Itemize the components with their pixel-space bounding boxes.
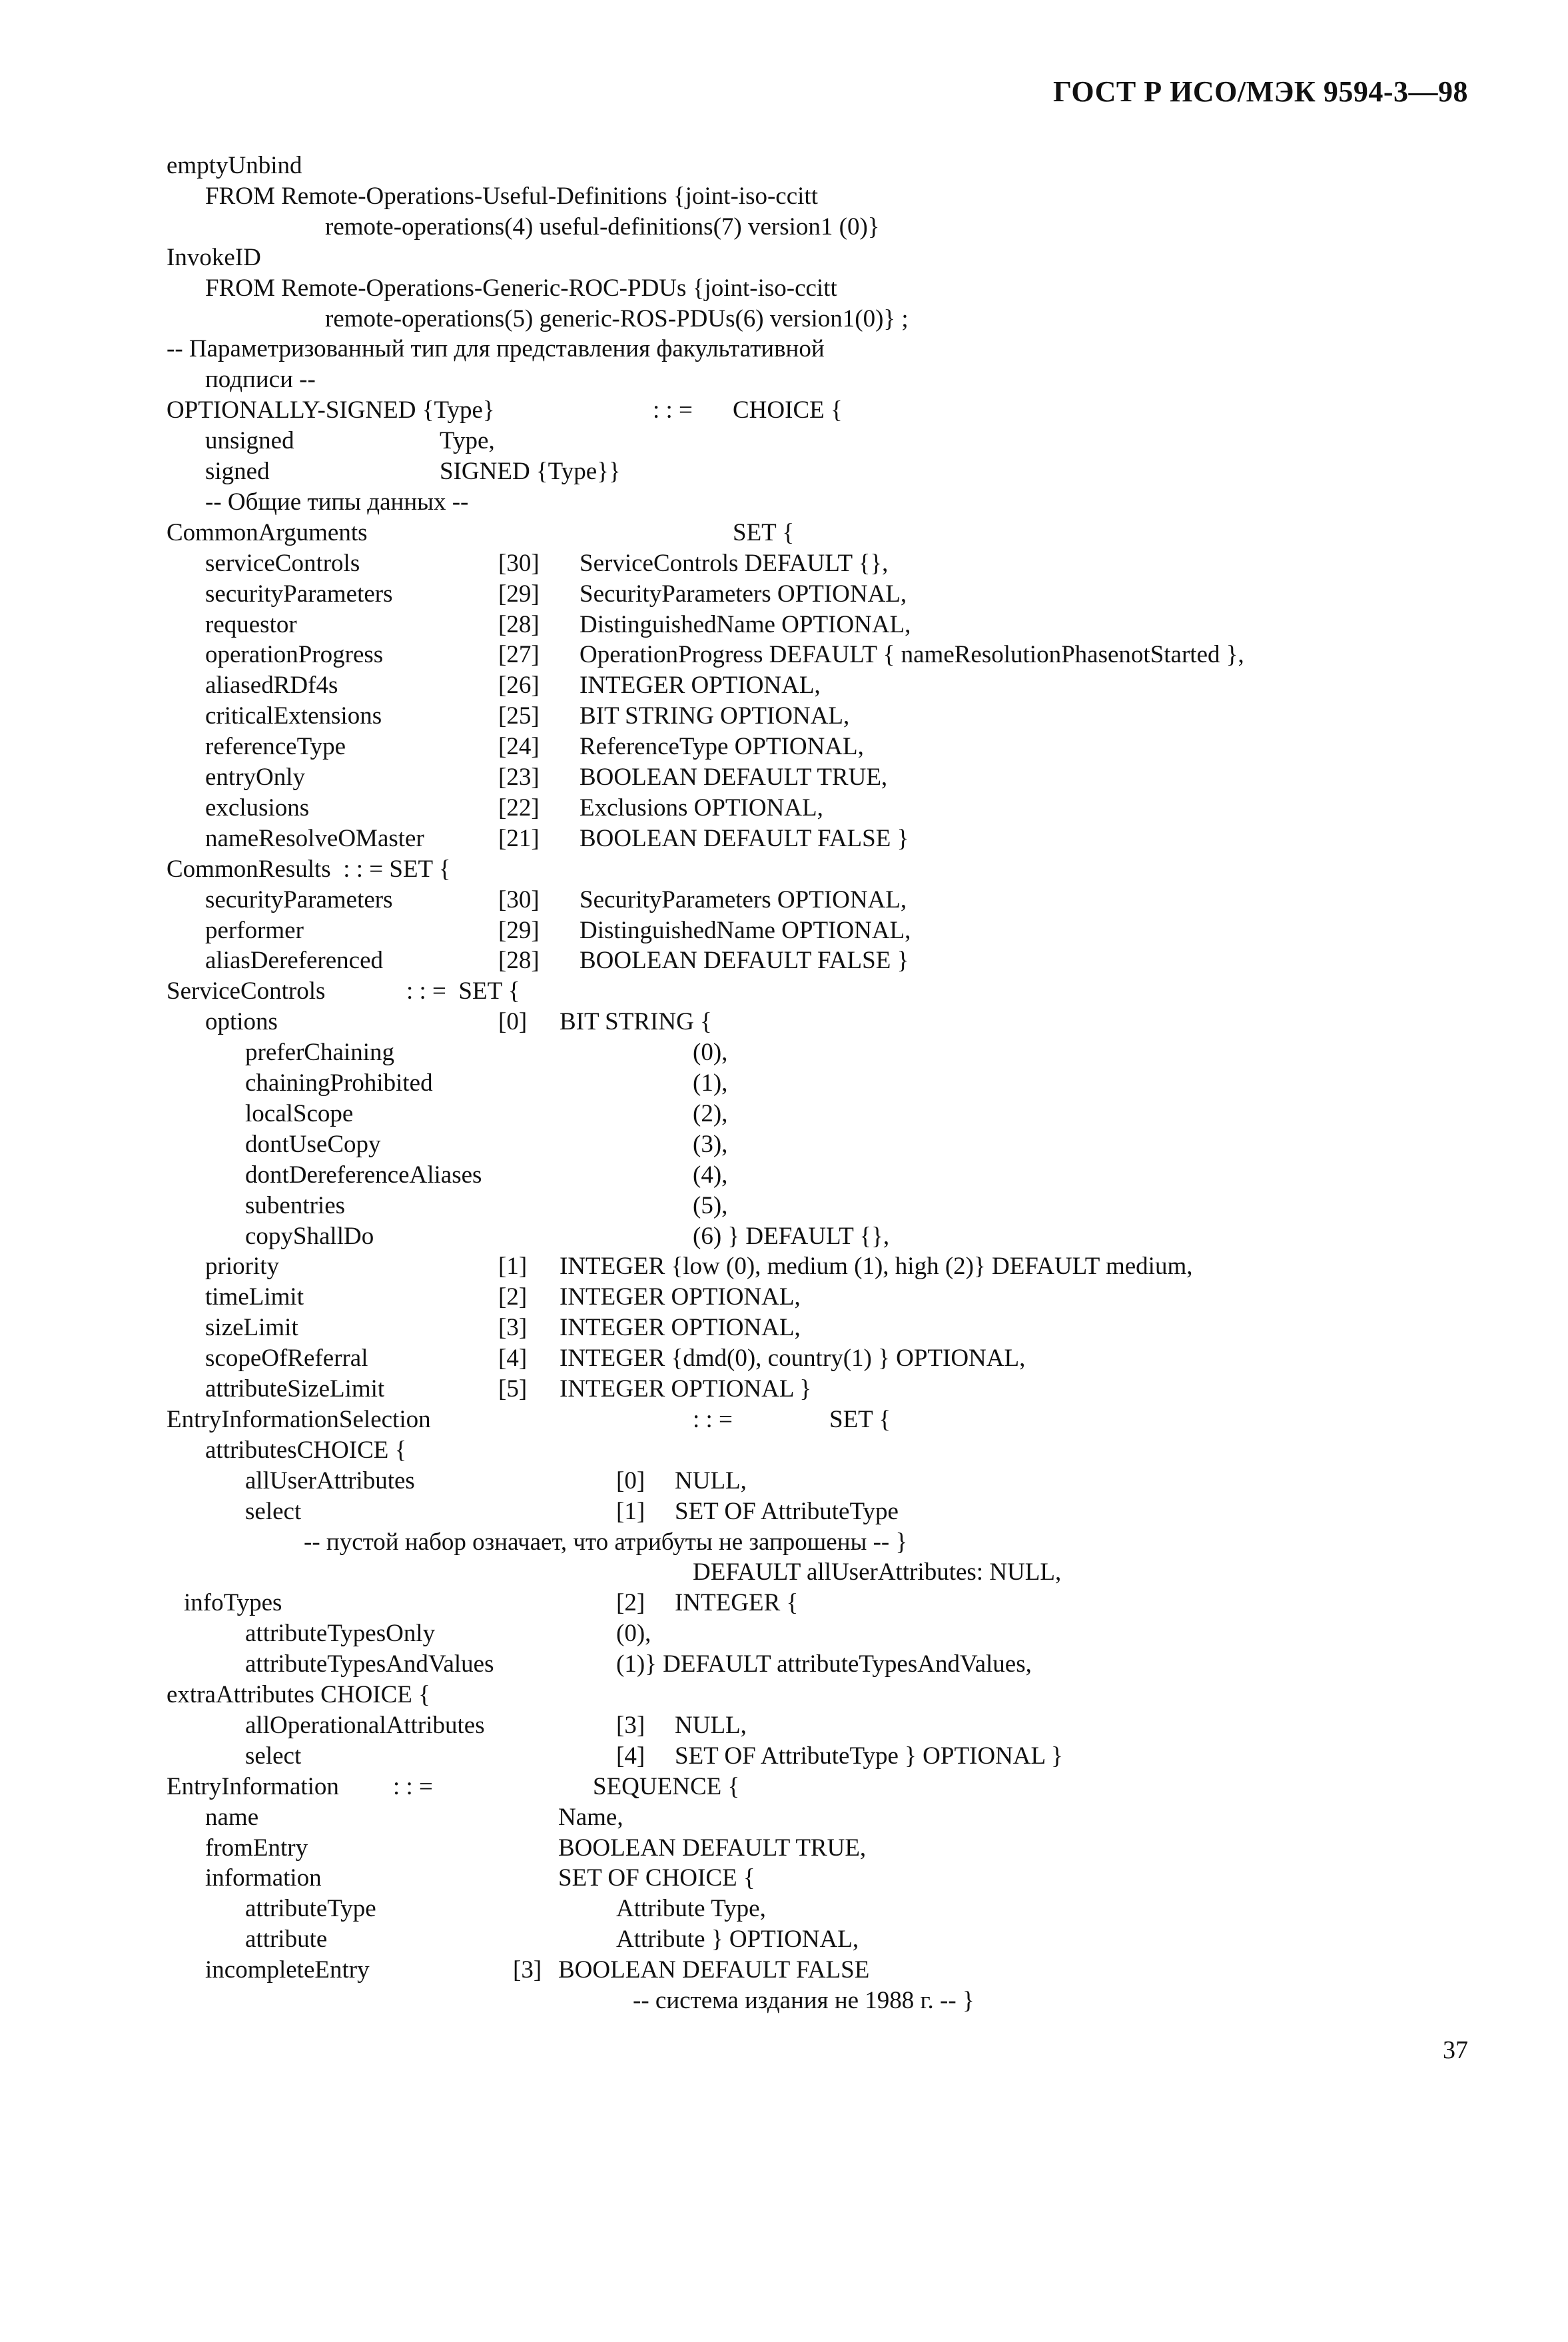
code-line-32: localScope [245, 1100, 354, 1127]
code-line-27-tag: [28] [498, 947, 540, 974]
code-line-34: dontDereferenceAliases [245, 1161, 482, 1189]
code-line-50-v: (1)} DEFAULT attributeTypesAndValues, [616, 1650, 1032, 1678]
code-line-37: priority [205, 1253, 279, 1280]
code-line-60: incompleteEntry [205, 1956, 370, 1984]
code-line-8: подписи -- [205, 366, 316, 393]
code-line-6: remote-operations(5) generic-ROS-PDUs(6) version1(0)} ; [325, 305, 909, 332]
code-line-12: -- Общие типы данных -- [205, 488, 469, 516]
code-line-9-c2: : : = [653, 396, 693, 424]
code-line-18-v: INTEGER OPTIONAL, [580, 672, 821, 699]
code-line-22: exclusions [205, 794, 310, 822]
code-line-52-tag: [3] [616, 1712, 645, 1739]
code-line-27-v: BOOLEAN DEFAULT FALSE } [580, 947, 909, 974]
code-line-42-c2: : : = [693, 1406, 733, 1433]
code-line-52-v: NULL, [675, 1712, 747, 1739]
code-line-27: aliasDereferenced [205, 947, 384, 974]
code-line-54-c1: : : = [393, 1773, 433, 1800]
code-line-13-c3: SET { [733, 519, 795, 546]
code-line-16-v: DistinguishedName OPTIONAL, [580, 611, 911, 638]
code-line-48-tag: [2] [616, 1589, 645, 1616]
code-line-37-tag: [1] [498, 1253, 528, 1280]
code-line-59-v: Attribute } OPTIONAL, [616, 1926, 859, 1953]
code-line-38-v: INTEGER OPTIONAL, [560, 1283, 801, 1311]
code-line-14-tag: [30] [498, 550, 540, 577]
code-line-54-c3: SEQUENCE { [593, 1773, 740, 1800]
code-line-26-v: DistinguishedName OPTIONAL, [580, 917, 911, 944]
code-line-14: serviceControls [205, 550, 360, 577]
code-line-5: FROM Remote-Operations-Generic-ROC-PDUs {joint-iso-ccitt [205, 275, 837, 302]
code-line-54: EntryInformation [167, 1773, 339, 1800]
code-line-59: attribute [245, 1926, 328, 1953]
code-line-39: sizeLimit [205, 1314, 298, 1341]
document-header: ГОСТ Р ИСО/МЭК 9594-3—98 [1052, 75, 1468, 108]
code-line-44-v: NULL, [675, 1467, 747, 1494]
code-line-53-tag: [4] [616, 1742, 645, 1770]
code-line-28-c1: : : = SET { [406, 977, 520, 1005]
code-line-53: select [245, 1742, 302, 1770]
code-line-40-tag: [4] [498, 1345, 528, 1372]
code-line-31: chainingProhibited [245, 1069, 433, 1097]
code-line-46: -- пустой набор означает, что атрибуты не запрошены -- } [304, 1528, 908, 1556]
code-line-37-v: INTEGER {low (0), medium (1), high (2)} DEFAULT medium, [560, 1253, 1193, 1280]
code-line-15: securityParameters [205, 580, 393, 608]
code-line-11: signed [205, 458, 270, 485]
code-line-1: emptyUnbind [167, 152, 302, 179]
code-line-36: copyShallDo [245, 1223, 374, 1250]
code-line-10: unsigned [205, 427, 294, 454]
code-line-9-c3: CHOICE { [733, 396, 843, 424]
code-line-52: allOperationalAttributes [245, 1712, 485, 1739]
code-line-49: attributeTypesOnly [245, 1620, 436, 1647]
code-line-48: infoTypes [184, 1589, 282, 1616]
code-line-41-v: INTEGER OPTIONAL } [560, 1375, 812, 1403]
code-line-36-v: (6) } DEFAULT {}, [693, 1223, 890, 1250]
code-line-21: entryOnly [205, 764, 306, 791]
code-line-48-v: INTEGER { [675, 1589, 799, 1616]
code-line-56-v: BOOLEAN DEFAULT TRUE, [558, 1834, 867, 1862]
code-line-38: timeLimit [205, 1283, 304, 1311]
code-line-49-v: (0), [616, 1620, 651, 1647]
code-line-35: subentries [245, 1192, 346, 1219]
code-line-61: -- система издания не 1988 г. -- } [633, 1987, 975, 2014]
code-line-11-c1: SIGNED {Type}} [440, 458, 621, 485]
code-line-17-tag: [27] [498, 641, 540, 668]
code-line-30: preferChaining [245, 1039, 394, 1066]
code-line-35-v: (5), [693, 1192, 728, 1219]
code-line-57: information [205, 1864, 322, 1892]
code-line-18: aliasedRDf4s [205, 672, 338, 699]
code-line-41: attributeSizeLimit [205, 1375, 385, 1403]
code-line-15-v: SecurityParameters OPTIONAL, [580, 580, 907, 608]
code-line-23-v: BOOLEAN DEFAULT FALSE } [580, 825, 909, 852]
code-line-55-v: Name, [558, 1804, 623, 1831]
code-line-18-tag: [26] [498, 672, 540, 699]
page-number: 37 [1443, 2036, 1468, 2064]
code-line-20: referenceType [205, 733, 346, 760]
code-line-20-v: ReferenceType OPTIONAL, [580, 733, 864, 760]
code-line-45: select [245, 1498, 302, 1525]
code-line-44: allUserAttributes [245, 1467, 415, 1494]
code-line-57-v: SET OF CHOICE { [558, 1864, 755, 1892]
code-line-29: options [205, 1008, 278, 1035]
code-line-33: dontUseCopy [245, 1131, 381, 1158]
code-line-40: scopeOfReferral [205, 1345, 368, 1372]
code-line-39-tag: [3] [498, 1314, 528, 1341]
code-line-41-tag: [5] [498, 1375, 528, 1403]
code-line-42: EntryInformationSelection [167, 1406, 431, 1433]
code-line-26: performer [205, 917, 304, 944]
code-line-19-v: BIT STRING OPTIONAL, [580, 702, 850, 730]
code-line-31-v: (1), [693, 1069, 728, 1097]
code-line-19-tag: [25] [498, 702, 540, 730]
code-line-14-v: ServiceControls DEFAULT {}, [580, 550, 889, 577]
code-line-10-c1: Type, [440, 427, 495, 454]
code-line-26-tag: [29] [498, 917, 540, 944]
code-line-2: FROM Remote-Operations-Useful-Definitions {joint-iso-ccitt [205, 183, 818, 210]
code-line-55: name [205, 1804, 259, 1831]
code-line-29-tag: [0] [498, 1008, 528, 1035]
code-line-51: extraAttributes CHOICE { [167, 1681, 430, 1708]
code-line-58-v: Attribute Type, [616, 1895, 766, 1922]
code-line-29-v: BIT STRING { [560, 1008, 712, 1035]
code-line-25-tag: [30] [498, 886, 540, 913]
code-line-21-v: BOOLEAN DEFAULT TRUE, [580, 764, 888, 791]
code-line-45-tag: [1] [616, 1498, 645, 1525]
code-line-17-v: OperationProgress DEFAULT { nameResolutionPhasenotStarted }, [580, 641, 1244, 668]
code-line-33-v: (3), [693, 1131, 728, 1158]
code-line-13: CommonArguments [167, 519, 368, 546]
code-line-60-tag: [3] [513, 1956, 542, 1984]
code-line-16-tag: [28] [498, 611, 540, 638]
code-line-44-tag: [0] [616, 1467, 645, 1494]
code-line-23: nameResolveOMaster [205, 825, 424, 852]
code-line-25-v: SecurityParameters OPTIONAL, [580, 886, 907, 913]
code-line-38-tag: [2] [498, 1283, 528, 1311]
code-line-28: ServiceControls [167, 977, 326, 1005]
code-line-3: remote-operations(4) useful-definitions(7) version1 (0)} [325, 213, 880, 241]
code-line-30-v: (0), [693, 1039, 728, 1066]
code-line-22-v: Exclusions OPTIONAL, [580, 794, 823, 822]
code-line-56: fromEntry [205, 1834, 308, 1862]
code-line-42-c3: SET { [829, 1406, 891, 1433]
code-line-20-tag: [24] [498, 733, 540, 760]
code-line-24: CommonResults : : = SET { [167, 856, 451, 883]
code-line-40-v: INTEGER {dmd(0), country(1) } OPTIONAL, [560, 1345, 1026, 1372]
code-line-47: DEFAULT allUserAttributes: NULL, [693, 1558, 1062, 1586]
code-line-17: operationProgress [205, 641, 384, 668]
code-line-21-tag: [23] [498, 764, 540, 791]
code-line-23-tag: [21] [498, 825, 540, 852]
code-line-25: securityParameters [205, 886, 393, 913]
code-line-60-v: BOOLEAN DEFAULT FALSE [558, 1956, 870, 1984]
code-line-32-v: (2), [693, 1100, 728, 1127]
code-line-15-tag: [29] [498, 580, 540, 608]
code-line-58: attributeType [245, 1895, 376, 1922]
code-line-7: -- Параметризованный тип для представления факультативной [167, 335, 825, 362]
code-line-50: attributeTypesAndValues [245, 1650, 494, 1678]
code-line-22-tag: [22] [498, 794, 540, 822]
code-line-16: requestor [205, 611, 297, 638]
code-line-43: attributesCHOICE { [205, 1437, 407, 1464]
code-line-19: criticalExtensions [205, 702, 382, 730]
code-line-53-v: SET OF AttributeType } OPTIONAL } [675, 1742, 1063, 1770]
code-line-9: OPTIONALLY-SIGNED {Type} [167, 396, 495, 424]
code-line-4: InvokeID [167, 244, 261, 271]
code-line-39-v: INTEGER OPTIONAL, [560, 1314, 801, 1341]
code-line-34-v: (4), [693, 1161, 728, 1189]
code-line-45-v: SET OF AttributeType [675, 1498, 899, 1525]
